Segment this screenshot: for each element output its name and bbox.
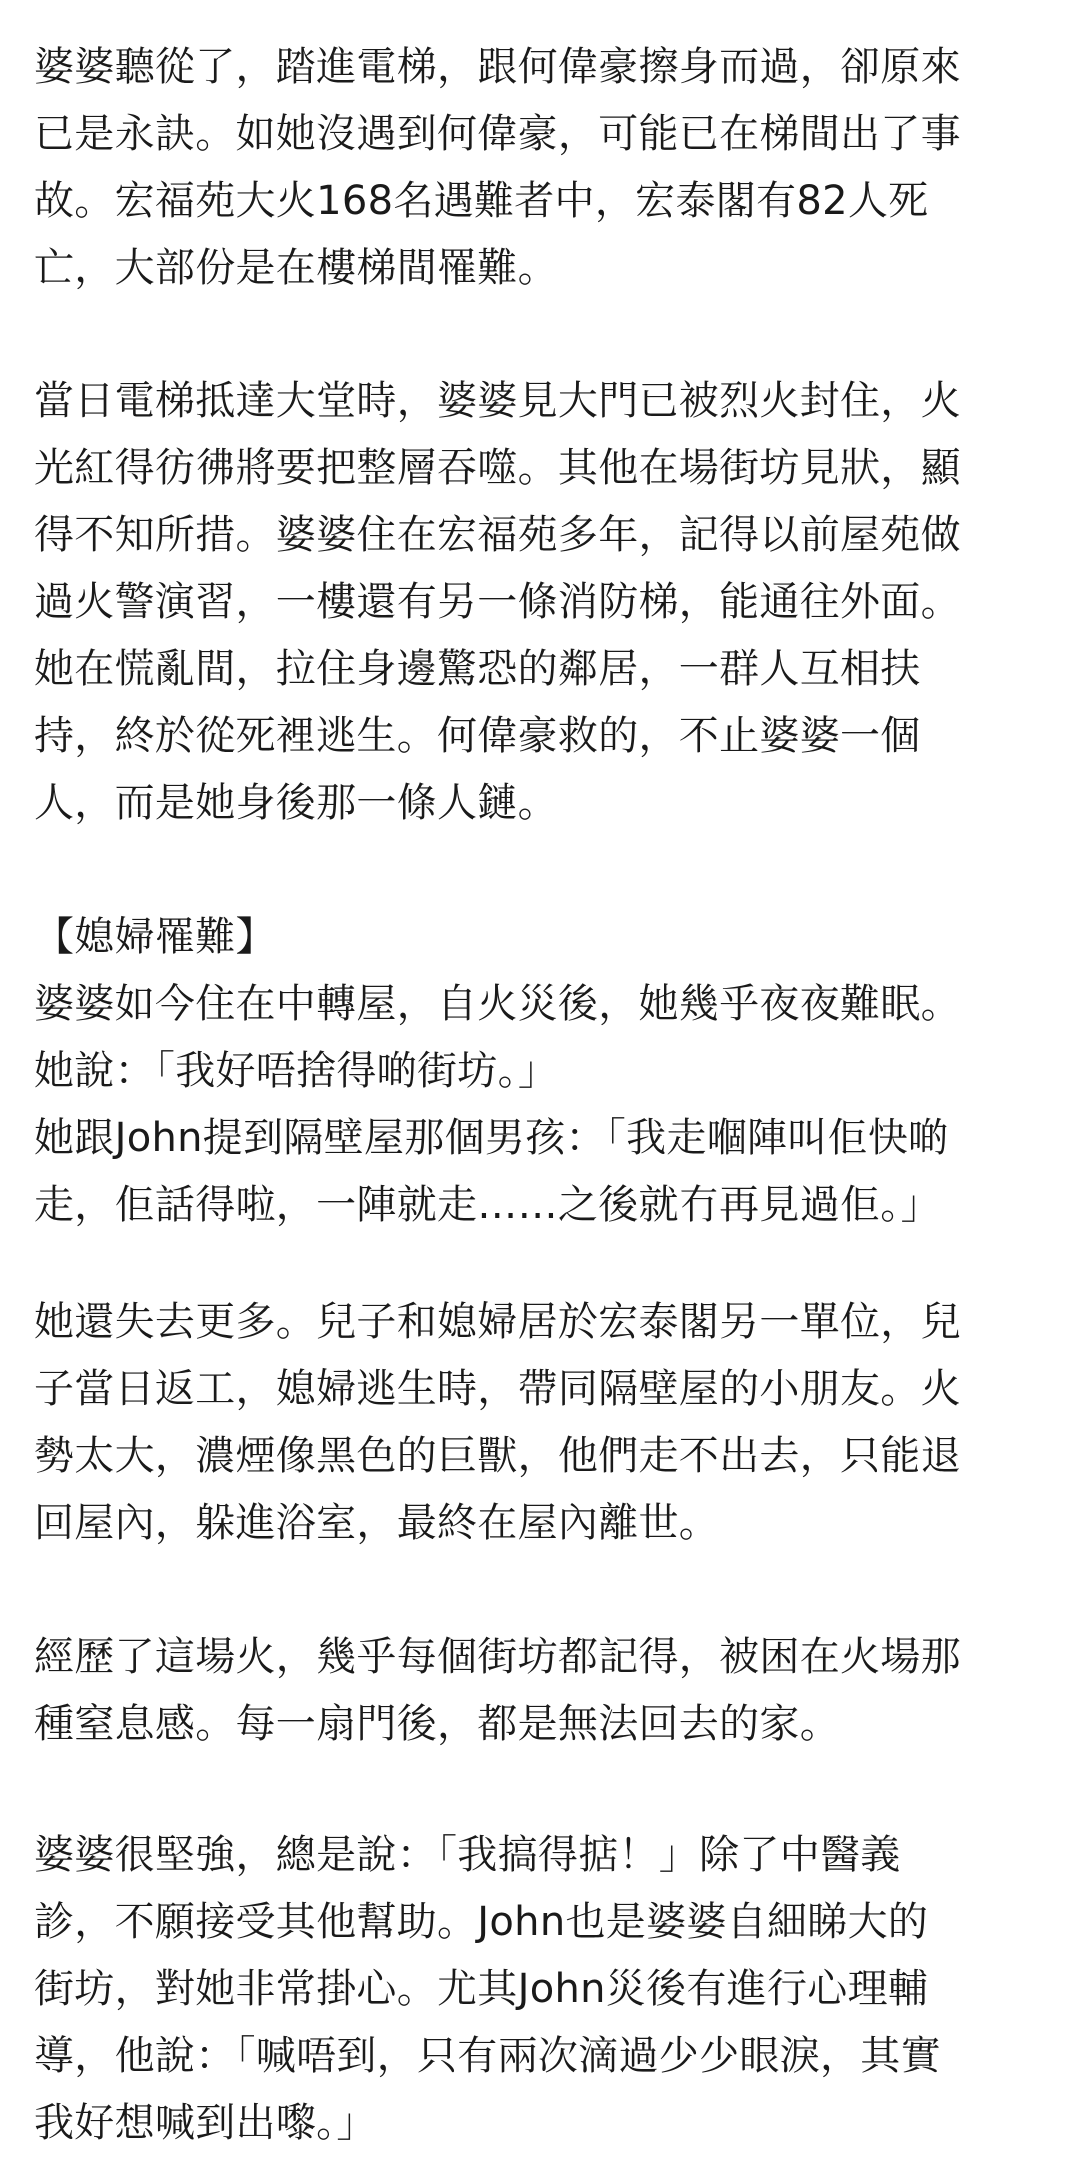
text-line: 診，不願接受其他幫助。John也是婆婆自細睇大的 (34, 1899, 929, 1945)
paragraph-4 (34, 1289, 961, 1557)
paragraph-1 (34, 34, 961, 302)
paragraph-3 (34, 971, 961, 1239)
paragraph-5 (34, 1624, 961, 1758)
section-heading (34, 904, 276, 971)
text-line: 婆婆很堅強，總是說：「我搞得掂！」除了中醫義 (34, 1832, 901, 1878)
text-line: 婆婆聽從了，踏進電梯，跟何偉豪擦身而過，卻原來 (34, 44, 961, 90)
text-line: 導，他說：「喊唔到，只有兩次滴過少少眼淚，其實 (34, 2033, 941, 2079)
text-line: 她還失去更多。兒子和媳婦居於宏泰閣另一單位，兒 (34, 1299, 961, 1345)
text-line: 得不知所措。婆婆住在宏福苑多年，記得以前屋苑做 (34, 512, 961, 558)
text-line: 種窒息感。每一扇門後，都是無法回去的家。 (34, 1701, 840, 1747)
text-line: 過火警演習，一樓還有另一條消防梯，能通往外面。 (34, 579, 961, 625)
text-line: 婆婆如今住在中轉屋，自火災後，她幾乎夜夜難眠。 (34, 981, 961, 1027)
text-line: 持，終於從死裡逃生。何偉豪救的，不止婆婆一個 (34, 713, 921, 759)
paragraph-6 (34, 1822, 941, 2157)
text-line: 她跟John提到隔壁屋那個男孩：「我走嗰陣叫佢快啲 (34, 1115, 949, 1161)
text-line: 光紅得彷彿將要把整層吞噬。其他在場街坊見狀，顯 (34, 445, 961, 491)
text-line: 我好想喊到出嚟。」 (34, 2100, 377, 2146)
section-heading-text: 【媳婦罹難】 (34, 914, 276, 960)
text-line: 她在慌亂間，拉住身邊驚恐的鄰居，一群人互相扶 (34, 646, 921, 692)
text-line: 走，佢話得啦，一陣就走……之後就冇再見過佢。」 (34, 1182, 941, 1228)
text-line: 經歷了這場火，幾乎每個街坊都記得，被困在火場那 (34, 1634, 961, 1680)
paragraph-2 (34, 368, 961, 837)
text-line: 回屋內，躲進浴室，最終在屋內離世。 (34, 1500, 720, 1546)
text-line: 人，而是她身後那一條人鏈。 (34, 780, 558, 826)
text-line: 子當日返工，媳婦逃生時，帶同隔壁屋的小朋友。火 (34, 1366, 961, 1412)
text-line: 當日電梯抵達大堂時，婆婆見大門已被烈火封住，火 (34, 378, 961, 424)
text-line: 她說：「我好唔捨得啲街坊。」 (34, 1048, 559, 1094)
text-line: 街坊，對她非常掛心。尤其John災後有進行心理輔 (34, 1966, 929, 2012)
text-line: 故。宏福苑大火168名遇難者中，宏泰閣有82人死 (34, 178, 929, 224)
text-line: 勢太大，濃煙像黑色的巨獸，他們走不出去，只能退 (34, 1433, 961, 1479)
text-line: 亡，大部份是在樓梯間罹難。 (34, 245, 558, 291)
text-line: 已是永訣。如她沒遇到何偉豪，可能已在梯間出了事 (34, 111, 961, 157)
